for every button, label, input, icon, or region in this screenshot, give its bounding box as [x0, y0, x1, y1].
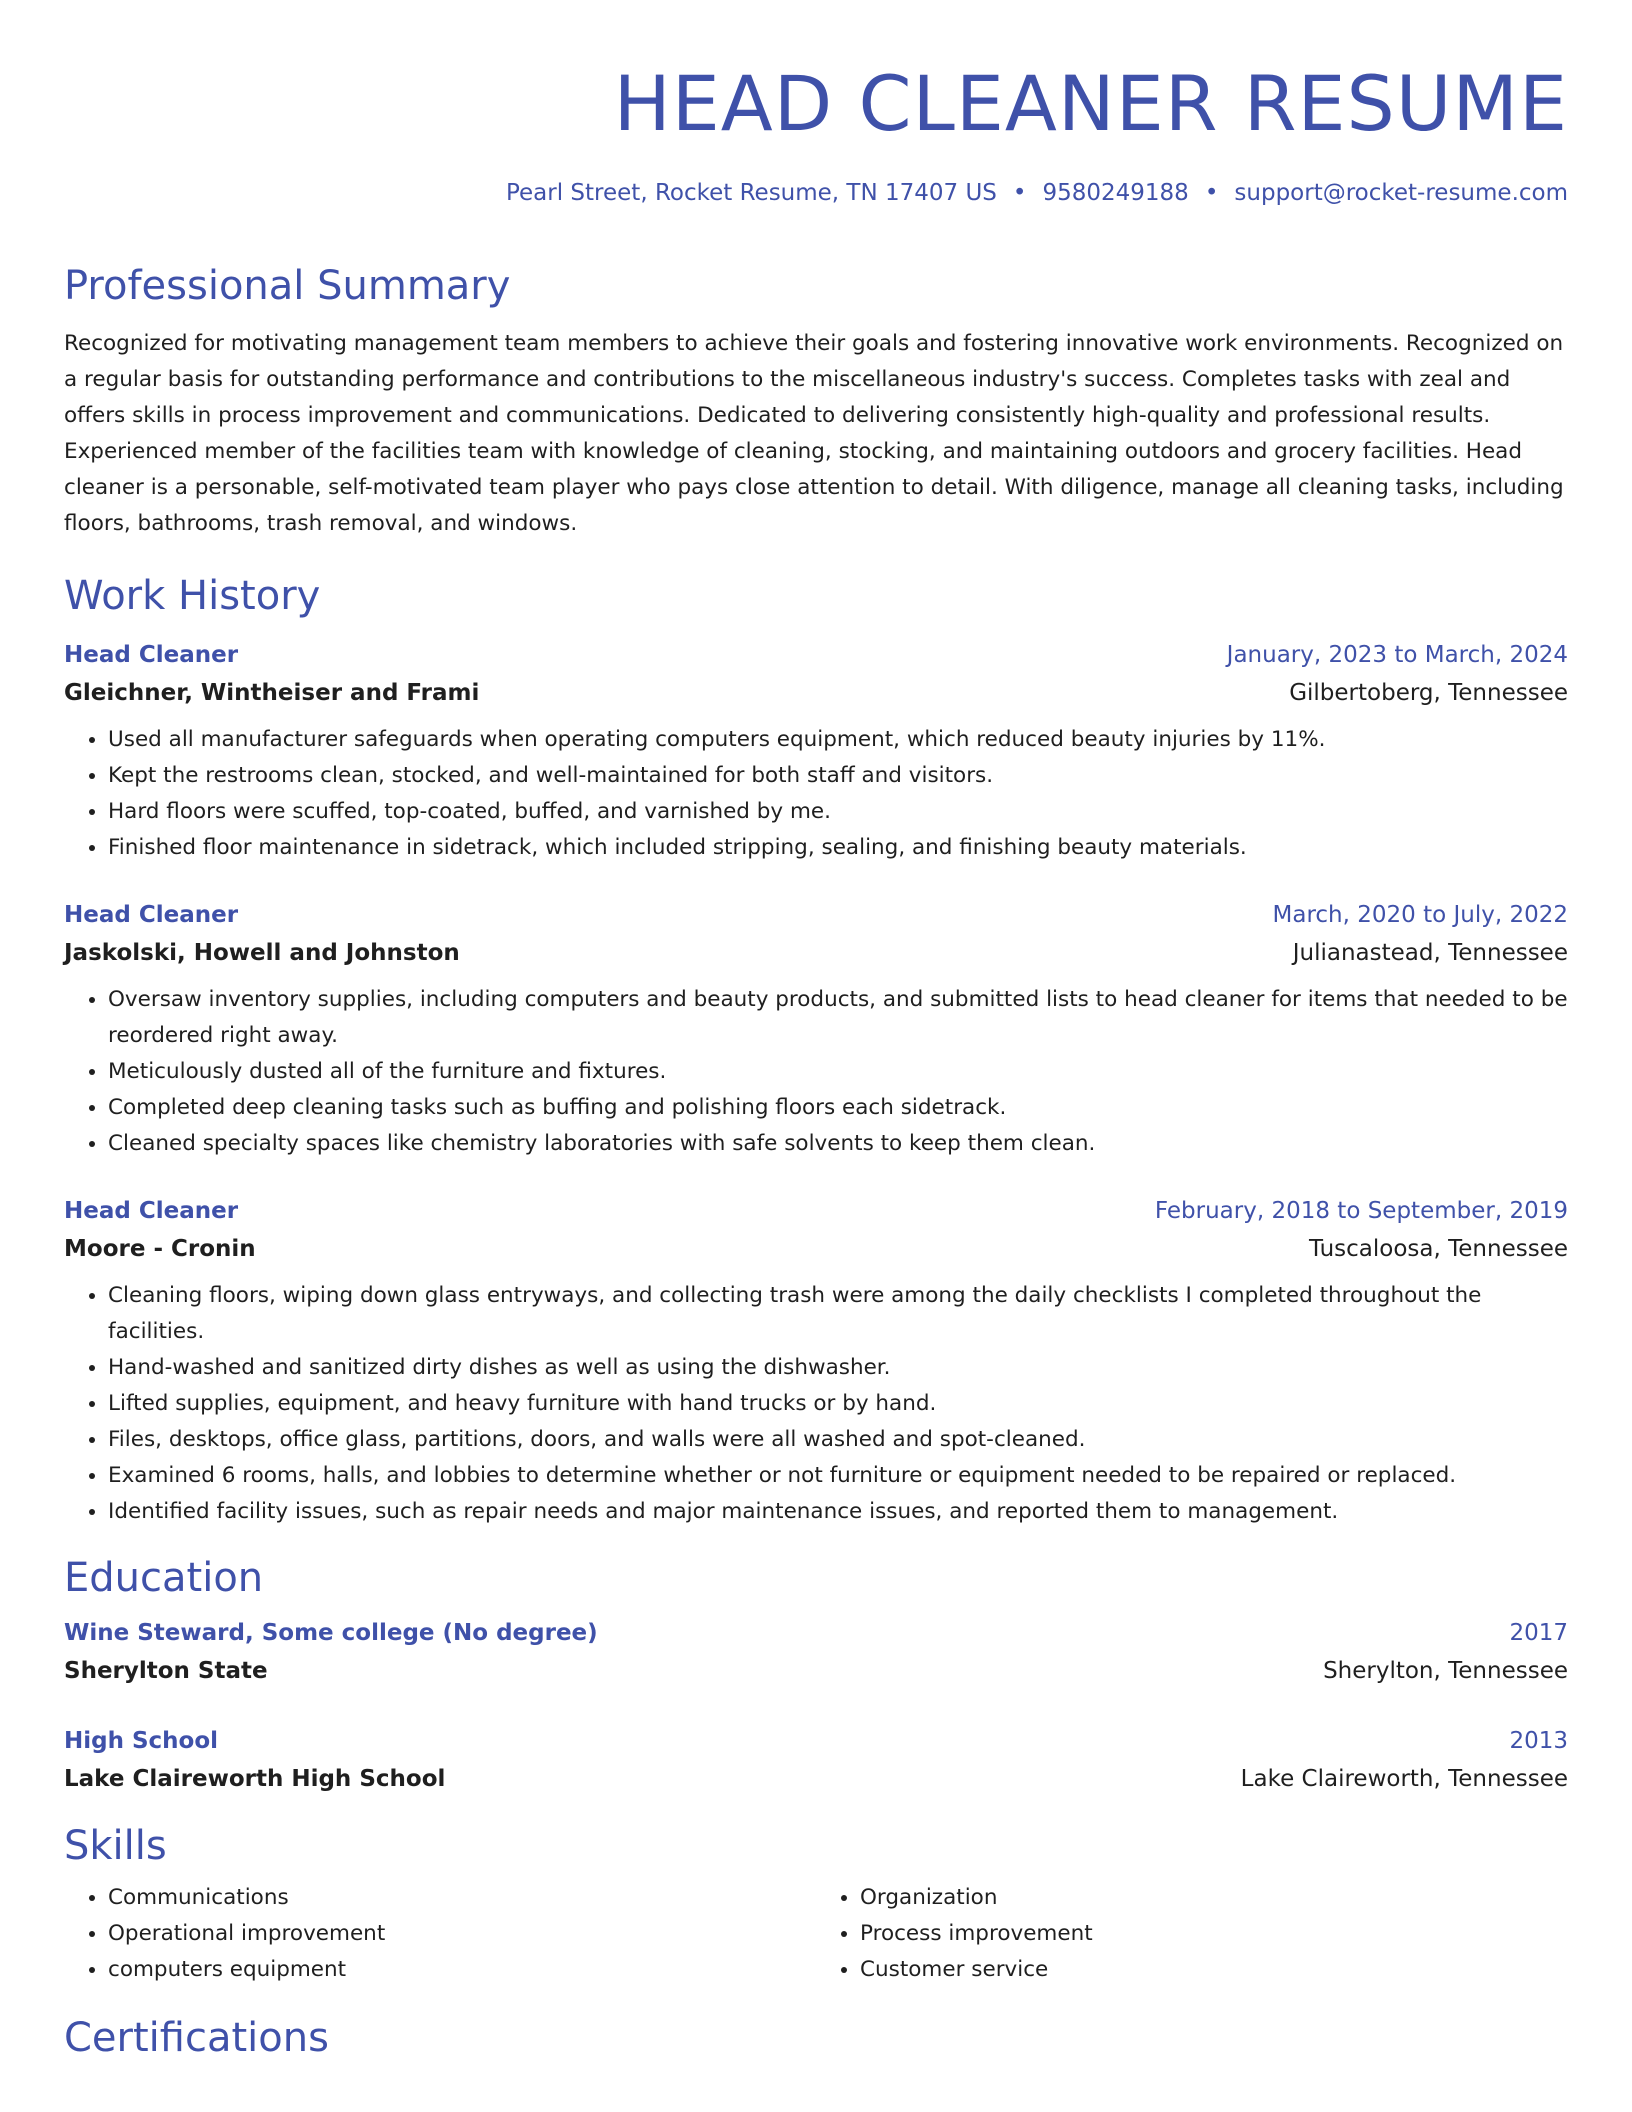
list-item: • Hand-washed and sanitized dirty dishes as well as using the dishwasher. — [108, 1350, 1568, 1386]
job-company: Jaskolski, Howell and Johnston — [64, 940, 460, 966]
job-dates: January, 2023 to March, 2024 — [1226, 642, 1568, 668]
graduation-year: 2017 — [1509, 1620, 1568, 1646]
job-bullets — [64, 1278, 1568, 1530]
list-item: • Lifted supplies, equipment, and heavy furniture with hand trucks or by hand. — [108, 1386, 1568, 1422]
job-dates: February, 2018 to September, 2019 — [1154, 1198, 1568, 1224]
degree: High School — [64, 1728, 219, 1754]
skill-item: • Operational improvement — [108, 1916, 816, 1952]
skill-item: • Customer service — [860, 1952, 1568, 1988]
list-item: • Examined 6 rooms, halls, and lobbies to determine whether or not furniture or equipment needed to be repaired or replaced. — [108, 1458, 1568, 1494]
address: Pearl Street, Rocket Resume, TN 17407 US — [505, 180, 997, 206]
job-entry — [64, 1192, 1568, 1530]
separator-dot: • — [1204, 180, 1219, 206]
job-title: Head Cleaner — [64, 642, 239, 668]
summary-text: Recognized for motivating management team members to achieve their goals and fostering innovative work environments. Recognized on a regular basis for outstanding performance and contributions to the miscellaneous industry's success. Completes tasks with zeal and offers skills in process improvement and communications. Dedicated to delivering consistently high-quality and professional results. Experienced member of the facilities team with knowledge of cleaning, stocking, and maintaining outdoors and grocery facilities. Head cleaner is a personable, self-motivated team player who pays close attention to detail. With diligence, manage all cleaning tasks, including floors, bathrooms, trash removal, and windows. — [64, 331, 1564, 536]
degree: Wine Steward, Some college (No degree) — [64, 1620, 598, 1646]
school-name: Lake Claireworth High School — [64, 1766, 446, 1792]
skills-column-right — [816, 1880, 1568, 1988]
education-entry — [64, 1722, 1568, 1798]
education-heading: Education — [64, 1555, 264, 1601]
resume-title: HEAD CLEANER RESUME — [613, 59, 1568, 148]
list-item: • Finished floor maintenance in sidetrack, which included stripping, sealing, and finishing beauty materials. — [108, 830, 1568, 866]
list-item: • Completed deep cleaning tasks such as buffing and polishing floors each sidetrack. — [108, 1090, 1568, 1126]
job-title: Head Cleaner — [64, 1198, 239, 1224]
list-item: • Kept the restrooms clean, stocked, and well-maintained for both staff and visitors. — [108, 758, 1568, 794]
skill-item: • Organization — [860, 1880, 1568, 1916]
job-bullets — [64, 982, 1568, 1162]
separator-dot: • — [1012, 180, 1027, 206]
list-item: • Cleaned specialty spaces like chemistry laboratories with safe solvents to keep them clean. — [108, 1126, 1568, 1162]
contact-line — [64, 176, 1568, 210]
job-dates: March, 2020 to July, 2022 — [1272, 902, 1568, 928]
graduation-year: 2013 — [1509, 1728, 1568, 1754]
school-location: Lake Claireworth, Tennessee — [1240, 1766, 1568, 1792]
job-entry — [64, 896, 1568, 1162]
list-item: • Meticulously dusted all of the furniture and fixtures. — [108, 1054, 1568, 1090]
skill-item: • computers equipment — [108, 1952, 816, 1988]
school-name: Sherylton State — [64, 1658, 268, 1684]
skills-list — [64, 1880, 1568, 1988]
job-location: Tuscaloosa, Tennessee — [1309, 1236, 1568, 1262]
work-history-heading: Work History — [64, 573, 321, 619]
school-location: Sherylton, Tennessee — [1323, 1658, 1568, 1684]
job-location: Gilbertoberg, Tennessee — [1289, 680, 1568, 706]
list-item: • Cleaning floors, wiping down glass entryways, and collecting trash were among the daily checklists I completed throughout the facilities. — [108, 1278, 1568, 1350]
skill-item: • Process improvement — [860, 1916, 1568, 1952]
list-item: • Hard floors were scuffed, top-coated, buffed, and varnished by me. — [108, 794, 1568, 830]
summary-heading: Professional Summary — [64, 263, 511, 309]
phone: 9580249188 — [1042, 180, 1189, 206]
job-location: Julianastead, Tennessee — [1292, 940, 1568, 966]
email-link[interactable]: support@rocket-resume.com — [1234, 180, 1568, 206]
job-company: Gleichner, Wintheiser and Frami — [64, 680, 480, 706]
skills-heading: Skills — [64, 1823, 167, 1869]
list-item: • Used all manufacturer safeguards when operating computers equipment, which reduced beauty injuries by 11%. — [108, 722, 1568, 758]
skills-column-left — [64, 1880, 816, 1988]
job-bullets — [64, 722, 1568, 866]
job-title: Head Cleaner — [64, 902, 239, 928]
skill-item: • Communications — [108, 1880, 816, 1916]
certifications-heading: Certifications — [64, 2015, 329, 2061]
job-entry — [64, 636, 1568, 866]
education-entry — [64, 1614, 1568, 1690]
list-item: • Files, desktops, office glass, partitions, doors, and walls were all washed and spot-cleaned. — [108, 1422, 1568, 1458]
list-item: • Identified facility issues, such as repair needs and major maintenance issues, and reported them to management. — [108, 1494, 1568, 1530]
list-item: • Oversaw inventory supplies, including computers and beauty products, and submitted lists to head cleaner for items that needed to be reordered right away. — [108, 982, 1568, 1054]
job-company: Moore - Cronin — [64, 1236, 256, 1262]
